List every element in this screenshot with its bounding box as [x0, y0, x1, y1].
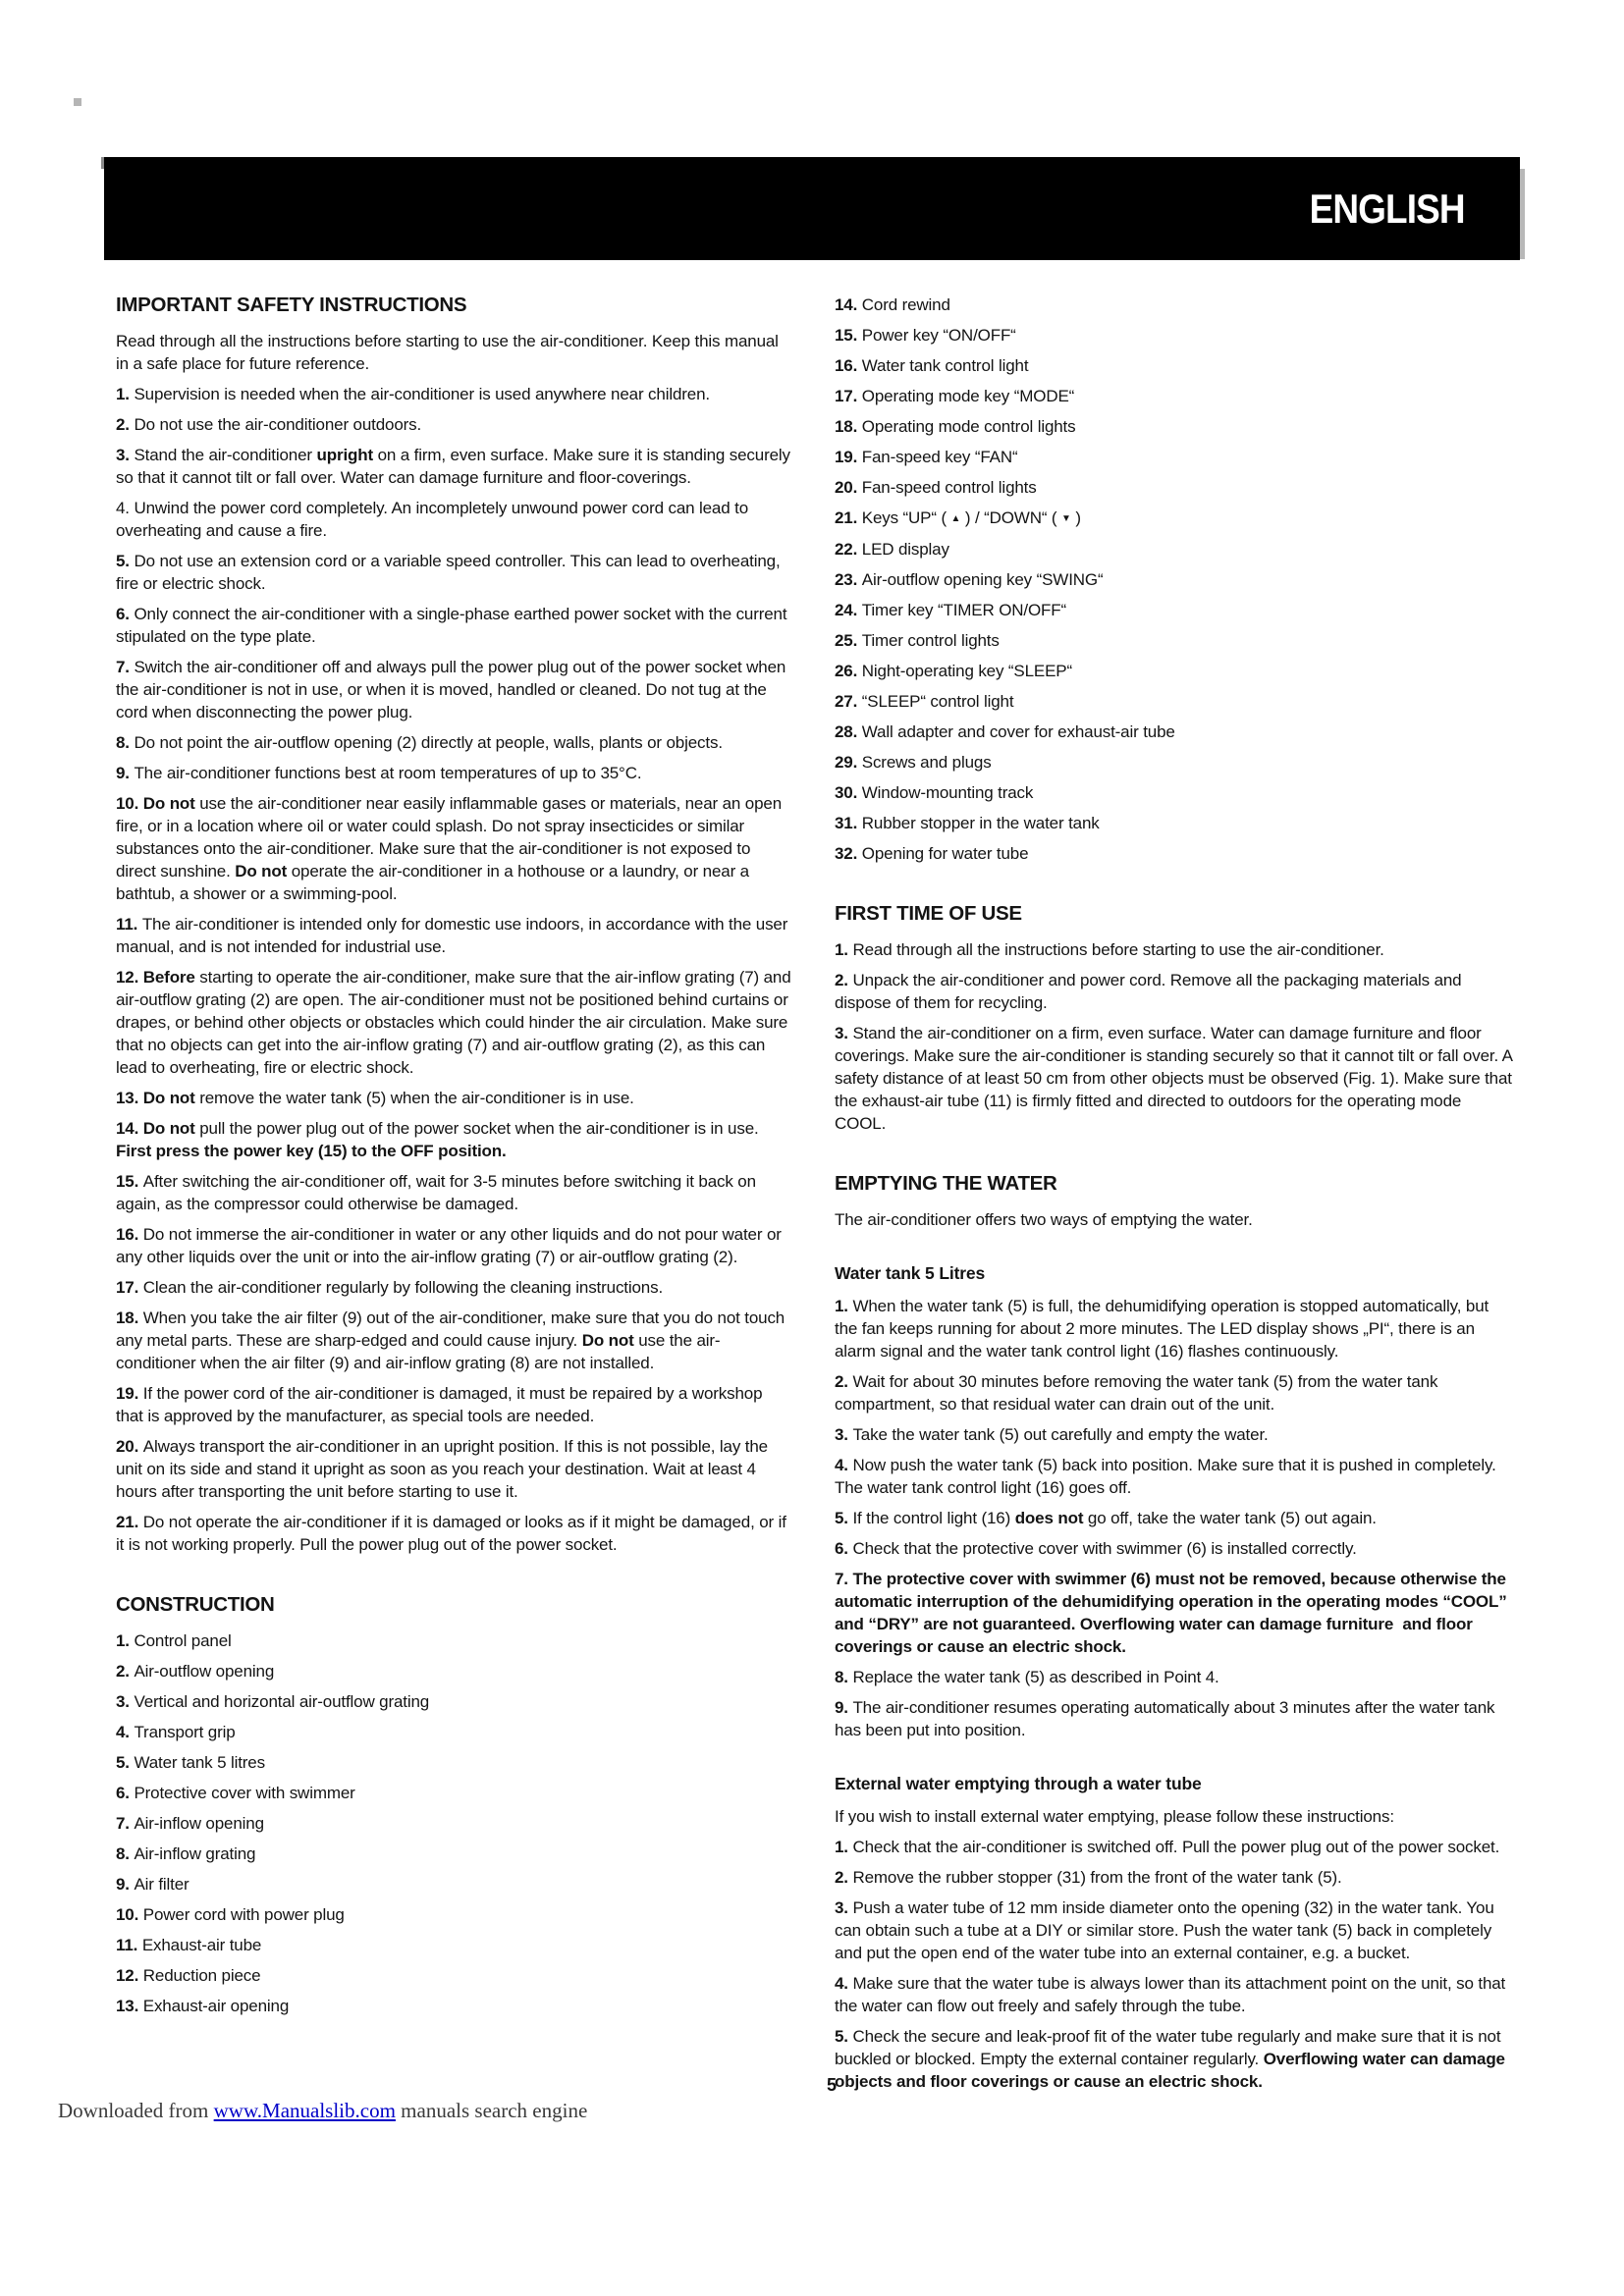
text-run: “SLEEP“ control light: [861, 692, 1014, 711]
text-run: 6.: [116, 605, 135, 623]
text-run: 15.: [835, 326, 862, 345]
text-run: ) / “DOWN“ (: [960, 508, 1061, 527]
text-run: 2.: [835, 971, 853, 989]
paragraph: [835, 1537, 1512, 1560]
section-heading: EMPTYING THE WATER: [835, 1172, 1057, 1195]
sub-heading: Water tank 5 Litres: [835, 1263, 986, 1283]
text-run: The air-conditioner functions best at room temperatures of up to 35°C.: [134, 764, 642, 782]
footer-suffix: manuals search engine: [395, 2099, 588, 2122]
paragraph: [835, 1972, 1512, 2017]
text-run: 5.: [835, 1509, 853, 1527]
text-run: ▲: [950, 513, 961, 524]
text-run: When the water tank (5) is full, the dehumidifying operation is stopped automatically, but the fan keeps running for about 2 more minutes. The LED display shows „PI“, there is an alarm signal and the water tank control light (16) flashes continuously.: [835, 1297, 1489, 1361]
paragraph: [835, 690, 1512, 713]
paragraph: [116, 1934, 793, 1956]
text-run: 21.: [835, 508, 862, 527]
paragraph: [835, 938, 1512, 961]
text-run: use the air-conditioner when the air filter (9) and air-inflow grating (8) are not installed.: [116, 1331, 721, 1372]
paragraph: [116, 1170, 793, 1215]
text-run: 3.: [835, 1024, 853, 1042]
text-run: Control panel: [134, 1631, 232, 1650]
text-run: Do not use an extension cord or a variable speed controller. This can lead to overheating, fire or electric shock.: [116, 552, 781, 593]
text-run: Exhaust-air opening: [142, 1997, 290, 2015]
text-run: The air-conditioner resumes operating automatically about 3 minutes after the water tank has been put into position.: [835, 1698, 1495, 1739]
text-run: Now push the water tank (5) back into position. Make sure that it is pushed in completely. The water tank control light (16) goes off.: [835, 1456, 1496, 1497]
paragraph: [116, 731, 793, 754]
text-run: operate the air-conditioner in a hothouse or a laundry, or near a bathtub, a shower or a swimming-pool.: [116, 862, 749, 903]
text-run: 32.: [835, 844, 862, 863]
paragraph: [835, 969, 1512, 1014]
text-run: Check the secure and leak-proof fit of the water tube regularly and make sure that it is not buckled or blocked. Empty the external container regularly.: [835, 2027, 1501, 2068]
section-heading: FIRST TIME OF USE: [835, 902, 1022, 925]
paragraph: [116, 1903, 793, 1926]
paragraph: [835, 385, 1512, 407]
text-run: Air filter: [134, 1875, 189, 1894]
text-run: Stand the air-conditioner on a firm, even surface. Water can damage furniture and floor coverings. Make sure the air-conditioner is standing securely so that it cannot tilt or fall over. A safety distance of at least 50 cm from other objects must be observed (Fig. 1). Make sure that the exhaust-air tube (11) is firmly fitted and directed to outdoors for the operating mode COOL.: [835, 1024, 1512, 1133]
paragraph: [116, 550, 793, 595]
paragraph: [835, 1370, 1512, 1415]
footer-prefix: Downloaded from: [58, 2099, 214, 2122]
text-run: 8.: [116, 1844, 135, 1863]
paragraph: [116, 1629, 793, 1652]
text-run: Do not operate the air-conditioner if it is damaged or looks as if it might be damaged, or if it is not working properly. Pull the power plug out of the power socket.: [116, 1513, 786, 1554]
paragraph: [835, 1208, 1512, 1231]
sub-heading: External water emptying through a water tube: [835, 1774, 1202, 1793]
text-run: 3.: [835, 1898, 853, 1917]
text-run: 4.: [116, 499, 135, 517]
text-run: 2.: [116, 1662, 135, 1681]
text-run: 7. The protective cover with swimmer (6) must not be removed, because otherwise the automatic interruption of the dehumidifying operation in the operating modes “COOL” and “DRY” are not guaranteed. Overflowing water can damage furniture and floor coverings or cause an electric shock.: [835, 1570, 1507, 1656]
paragraph: [835, 415, 1512, 438]
text-run: ▼: [1061, 513, 1071, 524]
paragraph: [116, 1782, 793, 1804]
text-run: Operating mode control lights: [861, 417, 1076, 436]
text-run: Wait for about 30 minutes before removing the water tank (5) from the water tank compartment, so that residual water can drain out of the unit.: [835, 1372, 1438, 1414]
text-run: 10.: [116, 1905, 143, 1924]
paragraph: [835, 1836, 1512, 1858]
paragraph: [116, 1721, 793, 1743]
text-run: Timer key “TIMER ON/OFF“: [861, 601, 1067, 619]
text-run: 17.: [116, 1278, 143, 1297]
paragraph: [835, 1666, 1512, 1688]
paragraph: [116, 656, 793, 723]
text-run: Operating mode key “MODE“: [861, 387, 1075, 405]
paragraph: [835, 324, 1512, 347]
text-run: remove the water tank (5) when the air-conditioner is in use.: [194, 1089, 634, 1107]
text-run: 29.: [835, 753, 862, 772]
text-run: 2.: [116, 415, 135, 434]
paragraph: [116, 1873, 793, 1896]
text-run: 5.: [116, 552, 135, 570]
text-run: Unwind the power cord completely. An incompletely unwound power cord can lead to overheating and cause a fire.: [116, 499, 748, 540]
scan-artifact-top-left: [74, 98, 81, 106]
text-run: 1.: [835, 1297, 853, 1315]
text-run: 14.: [835, 295, 862, 314]
paragraph: [116, 1117, 793, 1162]
paragraph: [116, 792, 793, 905]
text-run: Supervision is needed when the air-conditioner is used anywhere near children.: [134, 385, 710, 403]
text-run: Transport grip: [134, 1723, 236, 1741]
paragraph: [116, 1087, 793, 1109]
text-run: Water tank control light: [861, 356, 1029, 375]
text-run: Do not use the air-conditioner outdoors.: [134, 415, 422, 434]
text-run: 22.: [835, 540, 862, 559]
paragraph: [835, 568, 1512, 591]
text-run: 10. Do not: [116, 794, 195, 813]
text-run: 20.: [116, 1437, 143, 1456]
text-run: Check that the air-conditioner is switched off. Pull the power plug out of the power socket.: [852, 1838, 1500, 1856]
text-run: 7.: [116, 1814, 135, 1833]
text-run: Switch the air-conditioner off and always pull the power plug out of the power socket when the air-conditioner is not in use, or when it is moved, handled or cleaned. Do not tug at the cord when disconnecting the power plug.: [116, 658, 786, 721]
text-run: Fan-speed key “FAN“: [861, 448, 1018, 466]
text-run: 4.: [835, 1974, 853, 1993]
header-bar: [104, 157, 1520, 260]
paragraph: [116, 762, 793, 784]
text-run: Air-inflow grating: [134, 1844, 256, 1863]
text-run: Timer control lights: [861, 631, 1000, 650]
section-heading: CONSTRUCTION: [116, 1593, 275, 1616]
text-run: 1.: [116, 1631, 135, 1650]
paragraph: [116, 444, 793, 489]
paragraph: [835, 812, 1512, 834]
text-run: 23.: [835, 570, 862, 589]
paragraph: [116, 1511, 793, 1556]
text-run: 17.: [835, 387, 862, 405]
paragraph: [116, 1660, 793, 1682]
text-run: 12. Before: [116, 968, 195, 987]
paragraph: [116, 497, 793, 542]
text-run: does not: [1014, 1509, 1084, 1527]
paragraph: [835, 1696, 1512, 1741]
text-run: If the power cord of the air-conditioner is damaged, it must be repaired by a workshop that is approved by the manufacturer, as special tools are needed.: [116, 1384, 763, 1425]
paragraph: [116, 1223, 793, 1268]
text-run: 5.: [116, 1753, 135, 1772]
paragraph: [835, 538, 1512, 561]
text-run: 2.: [835, 1372, 853, 1391]
text-run: If the control light (16): [852, 1509, 1015, 1527]
footer: [58, 2099, 587, 2123]
text-run: 16.: [116, 1225, 143, 1244]
text-run: Wall adapter and cover for exhaust-air tube: [861, 722, 1175, 741]
text-run: pull the power plug out of the power socket when the air-conditioner is in use.: [194, 1119, 759, 1138]
text-run: Night-operating key “SLEEP“: [861, 662, 1072, 680]
text-run: Make sure that the water tube is always lower than its attachment point on the unit, so that the water can flow out freely and safely through the tube.: [835, 1974, 1506, 2015]
text-run: Water tank 5 litres: [134, 1753, 265, 1772]
paragraph: [835, 354, 1512, 377]
paragraph: [116, 383, 793, 405]
text-run: Reduction piece: [142, 1966, 261, 1985]
text-run: 8.: [116, 733, 135, 752]
text-run: The air-conditioner is intended only for domestic use indoors, in accordance with the user manual, and is not intended for industrial use.: [116, 915, 788, 956]
paragraph: [835, 2025, 1512, 2093]
paragraph: [835, 1568, 1512, 1658]
text-run: Cord rewind: [861, 295, 950, 314]
text-run: 1.: [835, 940, 853, 959]
paragraph: [835, 294, 1512, 316]
paragraph: [835, 1896, 1512, 1964]
text-run: Unpack the air-conditioner and power cord. Remove all the packaging materials and dispose of them for recycling.: [835, 971, 1462, 1012]
text-run: Power cord with power plug: [142, 1905, 345, 1924]
paragraph: [835, 751, 1512, 774]
paragraph: [116, 413, 793, 436]
text-run: 8.: [835, 1668, 853, 1686]
text-run: go off, take the water tank (5) out again.: [1083, 1509, 1377, 1527]
text-run: Opening for water tube: [861, 844, 1029, 863]
paragraph: [835, 1507, 1512, 1529]
text-run: Protective cover with swimmer: [134, 1784, 355, 1802]
paragraph: [835, 446, 1512, 468]
text-run: Read through all the instructions before starting to use the air-conditioner.: [852, 940, 1384, 959]
text-run: 19.: [835, 448, 862, 466]
paragraph: [835, 629, 1512, 652]
text-run: 11.: [116, 915, 142, 934]
paragraph: [116, 913, 793, 958]
text-run: Clean the air-conditioner regularly by following the cleaning instructions.: [142, 1278, 664, 1297]
paragraph: [835, 1866, 1512, 1889]
text-run: First press the power key (15) to the OFF position.: [116, 1142, 507, 1160]
text-run: Take the water tank (5) out carefully and empty the water.: [852, 1425, 1269, 1444]
manualslib-link[interactable]: www.Manualslib.com: [213, 2099, 396, 2122]
paragraph: [835, 660, 1512, 682]
paragraph: [116, 1307, 793, 1374]
right-column: [835, 294, 1512, 2101]
text-run: Screws and plugs: [861, 753, 992, 772]
text-run: Air-inflow opening: [134, 1814, 264, 1833]
text-run: If you wish to install external water emptying, please follow these instructions:: [835, 1807, 1394, 1826]
paragraph: [116, 603, 793, 648]
text-run: 18.: [835, 417, 862, 436]
text-run: 15.: [116, 1172, 143, 1191]
text-run: starting to operate the air-conditioner, make sure that the air-inflow grating (7) and air-outflow grating (2) are open. The air-conditioner must not be positioned behind curtains or drapes, or behind other objects or obstacles which could hinder the air circulation. Make sure that no objects can get into the air-inflow grating (7) and air-outflow grating (2), as this can lead to overheating, fire or electric shock.: [116, 968, 791, 1077]
paragraph: [835, 1022, 1512, 1135]
text-run: 7.: [116, 658, 135, 676]
paragraph: [116, 1842, 793, 1865]
text-run: Do not point the air-outflow opening (2) directly at people, walls, plants or objects.: [134, 733, 723, 752]
paragraph: [835, 1454, 1512, 1499]
text-run: 3.: [835, 1425, 853, 1444]
paragraph: [116, 1382, 793, 1427]
paragraph: [116, 1435, 793, 1503]
content-columns: [116, 294, 1512, 2101]
section-heading: IMPORTANT SAFETY INSTRUCTIONS: [116, 294, 467, 316]
text-run: LED display: [861, 540, 949, 559]
text-run: 4.: [835, 1456, 853, 1474]
text-run: 1.: [116, 385, 135, 403]
text-run: Keys “UP“ (: [861, 508, 951, 527]
text-run: 3.: [116, 1692, 135, 1711]
left-column: [116, 294, 793, 2101]
text-run: 6.: [116, 1784, 135, 1802]
paragraph: [835, 1295, 1512, 1362]
text-run: Do not immerse the air-conditioner in water or any other liquids and do not pour water or any other liquids over the unit or into the air-inflow grating (7) or air-outflow grating (2).: [116, 1225, 782, 1266]
paragraph: [835, 599, 1512, 621]
text-run: 11.: [116, 1936, 142, 1954]
text-run: 12.: [116, 1966, 143, 1985]
paragraph: [835, 1423, 1512, 1446]
text-run: Rubber stopper in the water tank: [861, 814, 1100, 832]
text-run: use the air-conditioner near easily inflammable gases or materials, near an open fire, or in a location where oil or water could splash. Do not spray insecticides or similar substances onto the air-conditioner. Make sure that the air-conditioner is not exposed to direct sunshine.: [116, 794, 783, 881]
text-run: 1.: [835, 1838, 853, 1856]
text-run: 16.: [835, 356, 862, 375]
text-run: Window-mounting track: [861, 783, 1034, 802]
text-run: Fan-speed control lights: [861, 478, 1037, 497]
paragraph: [835, 721, 1512, 743]
paragraph: [116, 1964, 793, 1987]
text-run: 13.: [116, 1997, 143, 2015]
text-run: 21.: [116, 1513, 143, 1531]
text-run: Replace the water tank (5) as described in Point 4.: [852, 1668, 1219, 1686]
text-run: Overflowing water can damage objects and floor coverings or cause an electric shock.: [835, 2050, 1505, 2091]
paragraph: [116, 1751, 793, 1774]
text-run: on a firm, even surface. Make sure it is standing securely so that it cannot tilt or fall over. Water can damage furniture and floor-coverings.: [116, 446, 790, 487]
text-run: 24.: [835, 601, 862, 619]
text-run: 5.: [835, 2027, 853, 2046]
text-run: 20.: [835, 478, 862, 497]
text-run: Stand the air-conditioner: [134, 446, 317, 464]
text-run: ): [1070, 508, 1081, 527]
text-run: 4.: [116, 1723, 135, 1741]
text-run: 31.: [835, 814, 862, 832]
text-run: Read through all the instructions before starting to use the air-conditioner. Keep this manual in a safe place for future reference.: [116, 332, 779, 373]
text-run: After switching the air-conditioner off, wait for 3-5 minutes before switching it back on again, as the compressor could otherwise be damaged.: [116, 1172, 756, 1213]
paragraph: [835, 842, 1512, 865]
text-run: Push a water tube of 12 mm inside diameter onto the opening (32) in the water tank. You can obtain such a tube at a DIY or similar store. Push the water tank (5) back in completely and put the open end of the water tube into an external container, e.g. a bucket.: [835, 1898, 1494, 1962]
text-run: Air-outflow opening: [134, 1662, 275, 1681]
paragraph: [835, 1805, 1512, 1828]
text-run: 19.: [116, 1384, 143, 1403]
text-run: Remove the rubber stopper (31) from the front of the water tank (5).: [852, 1868, 1342, 1887]
paragraph: [116, 1812, 793, 1835]
paragraph: [116, 1276, 793, 1299]
text-run: 9.: [835, 1698, 853, 1717]
text-run: 30.: [835, 783, 862, 802]
text-run: 9.: [116, 764, 135, 782]
text-run: 2.: [835, 1868, 853, 1887]
text-run: upright: [316, 446, 374, 464]
text-run: Do not: [581, 1331, 634, 1350]
paragraph: [116, 1690, 793, 1713]
text-run: Check that the protective cover with swimmer (6) is installed correctly.: [852, 1539, 1357, 1558]
text-run: 14. Do not: [116, 1119, 195, 1138]
text-run: 6.: [835, 1539, 853, 1558]
text-run: 25.: [835, 631, 862, 650]
paragraph: [116, 1995, 793, 2017]
paragraph: [835, 507, 1512, 530]
text-run: 3.: [116, 446, 135, 464]
text-run: 13. Do not: [116, 1089, 195, 1107]
paragraph: [116, 330, 793, 375]
text-run: 18.: [116, 1308, 143, 1327]
text-run: The air-conditioner offers two ways of emptying the water.: [835, 1210, 1253, 1229]
page-language-title: ENGLISH: [1309, 185, 1465, 232]
page-number: 5: [827, 2075, 838, 2095]
text-run: Air-outflow opening key “SWING“: [861, 570, 1104, 589]
scan-artifact-bar-right: [1520, 169, 1525, 259]
paragraph: [835, 781, 1512, 804]
text-run: Always transport the air-conditioner in an upright position. If this is not possible, lay the unit on its side and stand it upright as soon as you reach your destination. Wait at least 4 hours after transporting the unit before starting to use it.: [116, 1437, 768, 1501]
text-run: Only connect the air-conditioner with a single-phase earthed power socket with the current stipulated on the type plate.: [116, 605, 787, 646]
text-run: 26.: [835, 662, 862, 680]
paragraph: [116, 966, 793, 1079]
text-run: Vertical and horizontal air-outflow grating: [134, 1692, 430, 1711]
text-run: Do not: [235, 862, 288, 881]
paragraph: [835, 476, 1512, 499]
text-run: When you take the air filter (9) out of the air-conditioner, make sure that you do not touch any metal parts. These are sharp-edged and could cause injury.: [116, 1308, 785, 1350]
text-run: Exhaust-air tube: [141, 1936, 262, 1954]
text-run: 9.: [116, 1875, 135, 1894]
text-run: Power key “ON/OFF“: [861, 326, 1016, 345]
text-run: 28.: [835, 722, 862, 741]
text-run: 27.: [835, 692, 862, 711]
